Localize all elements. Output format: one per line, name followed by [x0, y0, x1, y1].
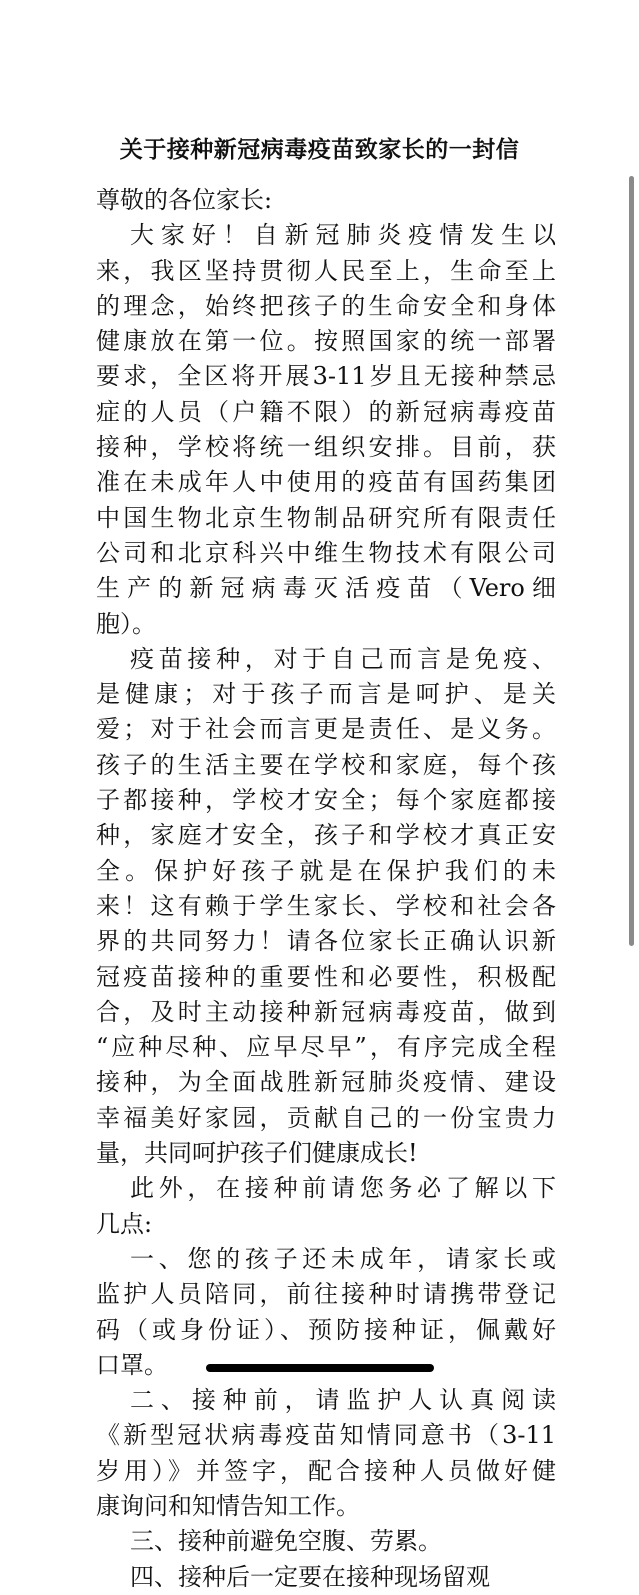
paragraph-line: 大家好！自新冠肺炎疫情发生以 [130, 221, 556, 250]
paragraph-line: “应种尽种、应早尽早”，有序完成全程 [96, 1033, 556, 1062]
letter-title: 关于接种新冠病毒疫苗致家长的一封信 [119, 137, 520, 163]
paragraph-line: 胞）。 [96, 609, 156, 638]
paragraph-line: 的理念，始终把孩子的生命安全和身体 [96, 291, 556, 320]
paragraph-line: 来！这有赖于学生家长、学校和社会各 [96, 891, 556, 920]
salutation: 尊敬的各位家长: [96, 186, 273, 214]
paragraph-line: 准在未成年人中使用的疫苗有国药集团 [96, 468, 556, 497]
paragraph-line: 种，家庭才安全，孩子和学校才真正安 [96, 821, 556, 850]
paragraph-line: 来，我区坚持贯彻人民至上，生命至上 [96, 256, 556, 285]
paragraph-line: 爱；对于社会而言更是责任、是义务。 [96, 715, 556, 744]
paragraph-line: 合，及时主动接种新冠病毒疫苗，做到 [96, 997, 556, 1026]
paragraph-line: 疫苗接种，对于自己而言是免疫、 [130, 644, 556, 673]
paragraph-line: 几点: [96, 1209, 153, 1238]
list-item-line: 监护人员陪同，前往接种时请携带登记 [96, 1280, 556, 1309]
paragraph-line: 此外，在接种前请您务必了解以下 [130, 1174, 556, 1203]
paragraph-line: 孩子的生活主要在学校和家庭，每个孩 [96, 750, 556, 779]
paragraph-line: 公司和北京科兴中维生物技术有限公司 [96, 538, 556, 567]
list-item-line: 四、接种后一定要在接种现场留观 [130, 1562, 490, 1591]
list-item-line: 码（或身份证）、预防接种证，佩戴好 [96, 1315, 556, 1344]
list-item-line: 岁用）》并签字，配合接种人员做好健 [96, 1456, 556, 1485]
paragraph-line: 量，共同呵护孩子们健康成长! [96, 1139, 418, 1168]
paragraph-line: 接种，为全面战胜新冠肺炎疫情、建设 [96, 1068, 556, 1097]
paragraph-line: 全。保护好孩子就是在保护我们的未 [96, 856, 556, 885]
paragraph-line: 子都接种，学校才安全；每个家庭都接 [96, 786, 556, 815]
paragraph-line: 界的共同努力！请各位家长正确认识新 [96, 927, 556, 956]
paragraph-line: 生产的新冠病毒灭活疫苗（Vero细 [96, 574, 556, 603]
paragraph-line: 冠疫苗接种的重要性和必要性，积极配 [96, 962, 556, 991]
letter-body [96, 183, 556, 1595]
home-indicator[interactable] [206, 1364, 434, 1372]
paragraph-line: 要求，全区将开展3-11岁且无接种禁忌 [96, 362, 556, 391]
list-item-line: 二、接种前，请监护人认真阅读 [130, 1386, 556, 1415]
paragraph-line: 接种，学校将统一组织安排。目前，获 [96, 433, 556, 462]
paragraph-line: 幸福美好家园，贡献自己的一份宝贵力 [96, 1103, 556, 1132]
scrollbar[interactable] [629, 176, 634, 946]
list-item-line: 一、您的孩子还未成年，请家长或 [130, 1244, 556, 1273]
paragraph-line: 症的人员（户籍不限）的新冠病毒疫苗 [96, 397, 556, 426]
list-item-line: 口罩。 [96, 1350, 168, 1379]
paragraph-line: 健康放在第一位。按照国家的统一部署 [96, 327, 556, 356]
paragraph-line: 是健康；对于孩子而言是呵护、是关 [96, 680, 556, 709]
paragraph-line: 中国生物北京生物制品研究所有限责任 [96, 503, 556, 532]
list-item-line: 康询问和知情告知工作。 [96, 1491, 360, 1520]
list-item-line: 《新型冠状病毒疫苗知情同意书（3-11 [96, 1421, 556, 1450]
list-item-line: 三、接种前避免空腹、劳累。 [130, 1527, 442, 1556]
